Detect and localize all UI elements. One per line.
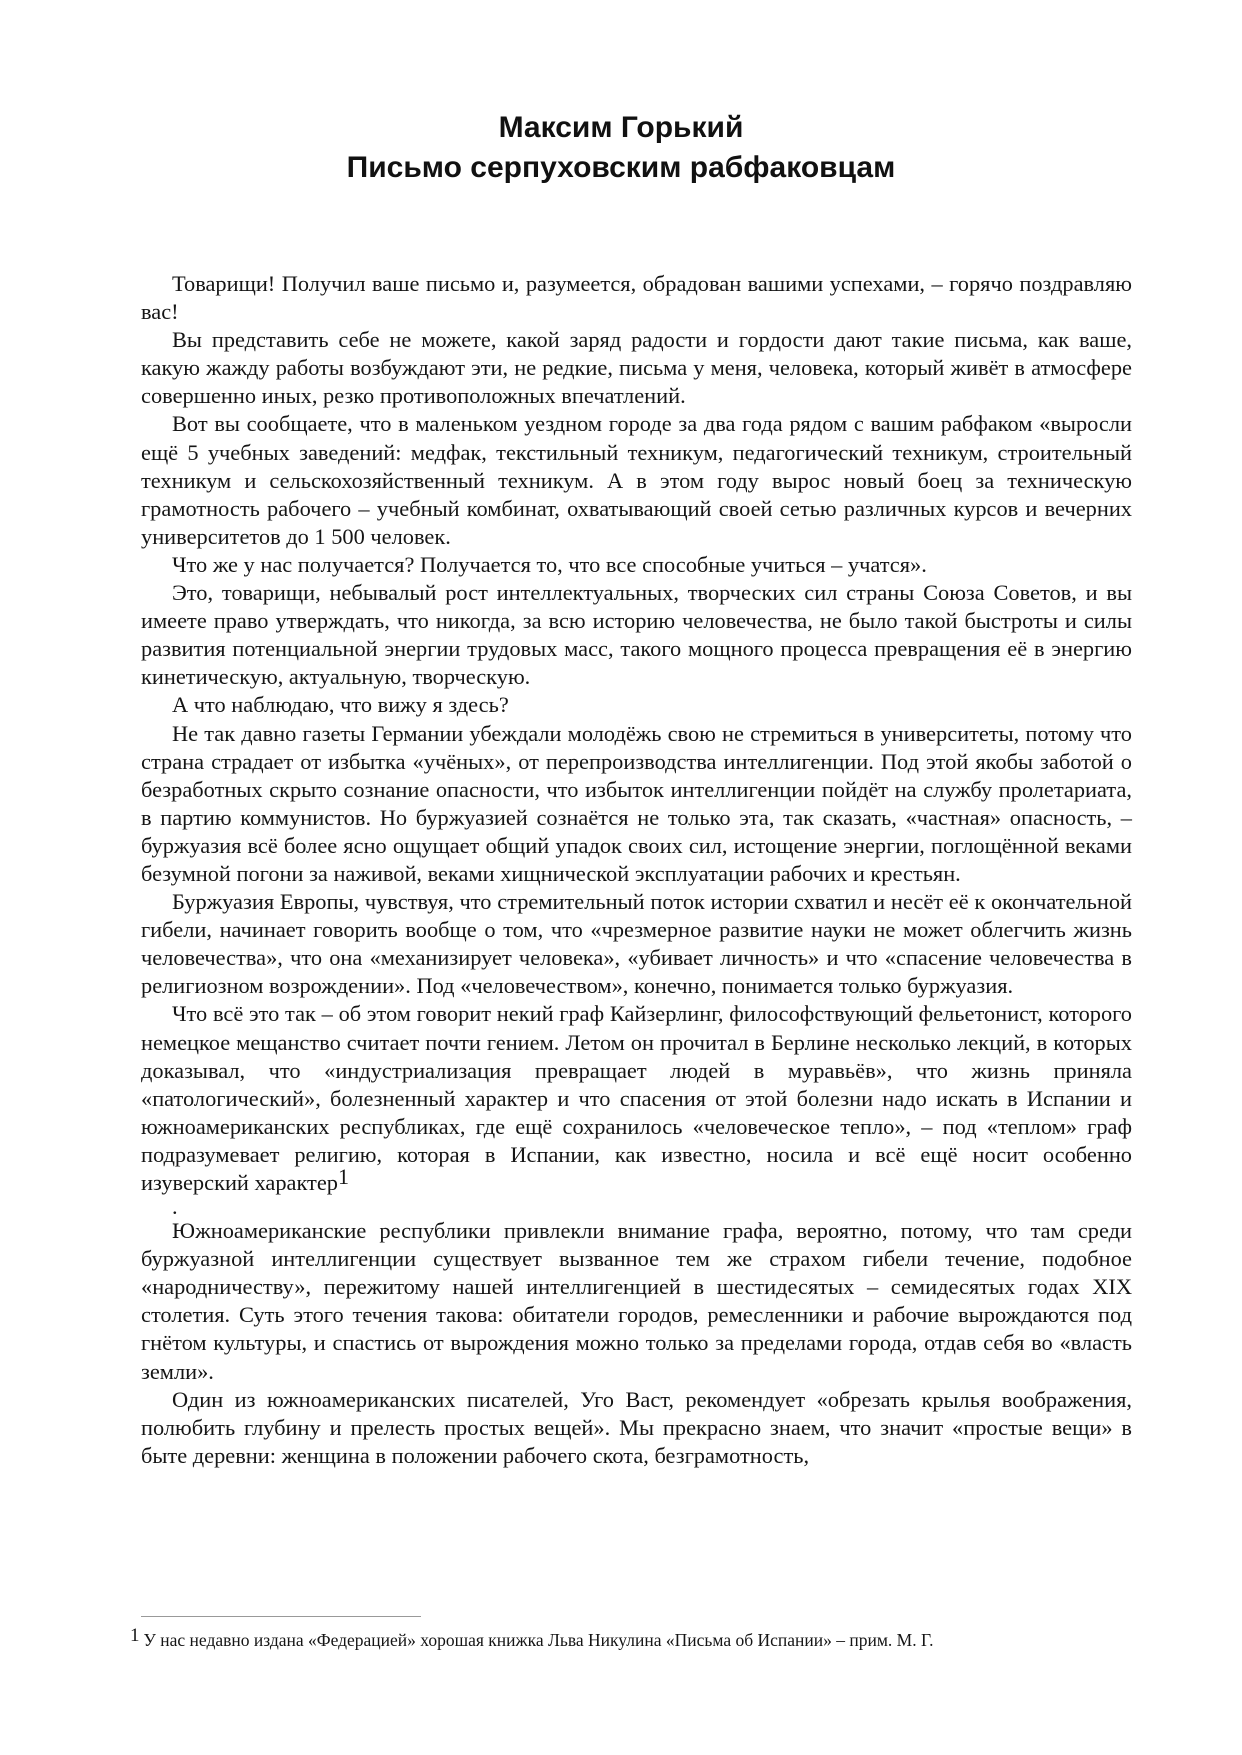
paragraph: Буржуазия Европы, чувствуя, что стремительный поток истории схватил и несёт её к окончательной гибели, начинает говорить вообще о том, что «чрезмерное развитие науки не может облегчить жизнь человечества», что она «механизирует человека», «убивает личность» и что «спасение человечества в религиозном возрождении». Под «человечеством», конечно, понимается только буржуазия. (141, 889, 1132, 999)
paragraph: Это, товарищи, небывалый рост интеллектуальных, творческих сил страны Союза Советов, и вы имеете право утверждать, что никогда, за всю историю человечества, не было такой быстроты и силы развития потенциальной энергии трудовых масс, такого мощного процесса превращения её в энергию кинетическую, актуальную, творческую. (141, 580, 1132, 690)
paragraph: Не так давно газеты Германии убеждали молодёжь свою не стремиться в университеты, потому что страна страдает от избытка «учёных», от перепроизводства интеллигенции. Под этой якобы заботой о безработных скрыто сознание опасности, что избыток интеллигенции пойдёт на службу пролетариата, в партию коммунистов. Но буржуазией сознаётся не только эта, так сказать, «частная» опасность, – буржуазия всё более ясно ощущает общий упадок своих сил, истощение энергии, поглощённой веками безумной погони за наживой, веками хищнической эксплуатации рабочих и крестьян. (141, 720, 1132, 886)
footnote-text: У нас недавно издана «Федерацией» хорошая книжка Льва Никулина «Письма об Испании» – прим. М. Г. (143, 1630, 934, 1650)
footnote-reference[interactable]: 1 (337, 1164, 349, 1189)
body-text (141, 270, 1132, 1470)
footnote-number: 1 (130, 1625, 140, 1646)
document-title: Письмо серпуховским рабфаковцам (346, 151, 896, 184)
paragraph-text: Что всё это так – об этом говорит некий граф Кайзерлинг, философствующий фельетонист, которого немецкое мещанство считает почти гением. Летом он прочитал в Берлине несколько лекций, в которых доказывал, что «индустриализация превращает людей в муравьёв», что жизнь приняла «патологический», болезненный характер и что спасения от этой болезни надо искать в Испании и южноамериканских республиках, где ещё сохранилось «человеческое тепло», – под «теплом» граф подразумевает религию, которая в Испании, как известно, носила и всё ещё носит особенно изуверский характер (141, 1001, 1132, 1195)
footnote-trailing-dot: . (172, 1194, 178, 1220)
paragraph: Вы представить себе не можете, какой заряд радости и гордости дают такие письма, как ваше, какую жажду работы возбуждают эти, не редкие, письма у меня, человека, который живёт в атмосфере совершенно иных, резко противоположных впечатлений. (141, 327, 1132, 409)
footnote-separator (141, 1616, 421, 1617)
paragraph: Товарищи! Получил ваше письмо и, разумеется, обрадован вашими успехами, – горячо поздравляю вас! (141, 271, 1132, 325)
paragraph: Что же у нас получается? Получается то, что все способные учиться – учатся». (172, 551, 927, 577)
paragraph: Один из южноамериканских писателей, Уго Васт, рекомендует «обрезать крылья воображения, полюбить глубину и прелесть простых вещей». Мы прекрасно знаем, что значит «простые вещи» в быте деревни: женщина в положении рабочего скота, безграмотность, (141, 1386, 1132, 1468)
title-block (0, 108, 1242, 188)
paragraph: Вот вы сообщаете, что в маленьком уездном городе за два года рядом с вашим рабфаком «выросли ещё 5 учебных заведений: медфак, текстильный техникум, педагогический техникум, строительный техникум и сельскохозяйственный техникум. А в этом году вырос новый боец за техническую грамотность рабочего – учебный комбинат, охватывающий своей сетью различных курсов и вечерних университетов до 1 500 человек. (141, 411, 1132, 549)
paragraph: Южноамериканские республики привлекли внимание графа, вероятно, потому, что там среди буржуазной интеллигенции существует вызванное тем же страхом гибели течение, подобное «народничеству», пережитому нашей интеллигенцией в шестидесятых – семидесятых годах XIX столетия. Суть этого течения такова: обитатели городов, ремесленники и рабочие вырождаются под гнётом культуры, и спастись от вырождения можно только за пределами города, отдав себя во «власть земли». (141, 1218, 1132, 1384)
author-name: Максим Горький (498, 111, 744, 144)
footnote (130, 1625, 1130, 1652)
paragraph: А что наблюдаю, что вижу я здесь? (172, 692, 509, 718)
paragraph-with-footnote (141, 1000, 1132, 1197)
